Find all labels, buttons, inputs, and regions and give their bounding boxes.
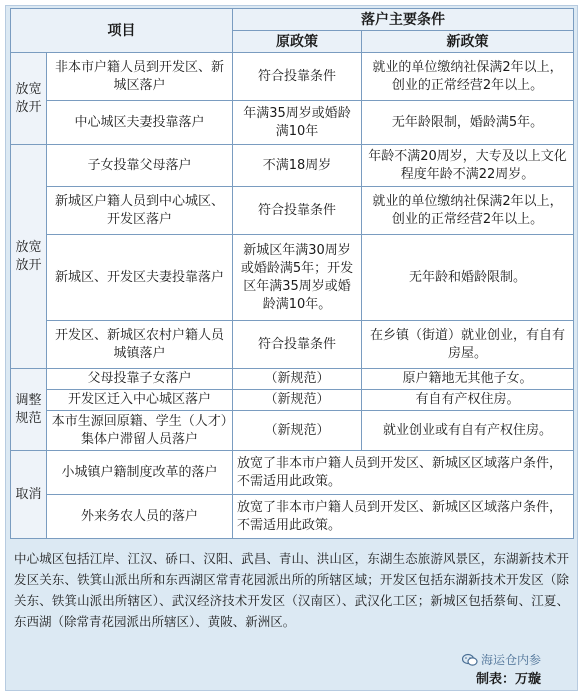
new-policy-cell: 无年龄和婚龄限制。	[362, 235, 574, 321]
header-conditions: 落户主要条件	[233, 9, 574, 31]
wechat-icon	[462, 653, 478, 667]
header-old-policy: 原政策	[233, 31, 362, 53]
new-policy-cell: 就业的单位缴纳社保满2年以上，创业的正常经营2年以上。	[362, 187, 574, 235]
item-cell: 新城区、开发区夫妻投靠落户	[47, 235, 233, 321]
header-new-policy: 新政策	[362, 31, 574, 53]
merged-policy-cell: 放宽了非本市户籍人员到开发区、新城区区域落户条件，不需适用此政策。	[233, 495, 574, 539]
table-row	[11, 235, 574, 321]
new-policy-cell: 原户籍地无其他子女。	[362, 369, 574, 390]
table-row	[11, 390, 574, 411]
table-row	[11, 187, 574, 235]
item-cell: 新城区户籍人员到中心城区、开发区落户	[47, 187, 233, 235]
table-row	[11, 145, 574, 187]
table-row	[11, 53, 574, 101]
category-label: 放宽放开	[11, 145, 47, 369]
old-policy-cell: （新规范）	[233, 390, 362, 411]
category-label: 取消	[11, 451, 47, 539]
new-policy-cell: 年龄不满20周岁，大专及以上文化程度年龄不满22周岁。	[362, 145, 574, 187]
item-cell: 子女投靠父母落户	[47, 145, 233, 187]
merged-policy-cell: 放宽了非本市户籍人员到开发区、新城区区域落户条件，不需适用此政策。	[233, 451, 574, 495]
old-policy-cell: 新城区年满30周岁或婚龄满5年；开发区年满35周岁或婚龄满10年。	[233, 235, 362, 321]
old-policy-cell: 符合投靠条件	[233, 187, 362, 235]
item-cell: 小城镇户籍制度改革的落户	[47, 451, 233, 495]
new-policy-cell: 在乡镇（街道）就业创业，有自有房屋。	[362, 321, 574, 369]
table-row	[11, 451, 574, 495]
item-cell: 中心城区夫妻投靠落户	[47, 101, 233, 145]
old-policy-cell: （新规范）	[233, 411, 362, 451]
category-label: 放宽放开	[11, 53, 47, 145]
table-row	[11, 369, 574, 390]
table-row	[11, 495, 574, 539]
new-policy-cell: 有自有产权住房。	[362, 390, 574, 411]
old-policy-cell: （新规范）	[233, 369, 362, 390]
old-policy-cell: 年满35周岁或婚龄满10年	[233, 101, 362, 145]
item-cell: 父母投靠子女落户	[47, 369, 233, 390]
old-policy-cell: 符合投靠条件	[233, 53, 362, 101]
item-cell: 本市生源回原籍、学生（人才）集体户滞留人员落户	[47, 411, 233, 451]
new-policy-cell: 就业创业或有自有产权住房。	[362, 411, 574, 451]
item-cell: 开发区迁入中心城区落户	[47, 390, 233, 411]
item-cell: 非本市户籍人员到开发区、新城区落户	[47, 53, 233, 101]
table-row	[11, 321, 574, 369]
table-row	[11, 411, 574, 451]
footnote-text: 中心城区包括江岸、江汉、硚口、汉阳、武昌、青山、洪山区，东湖生态旅游风景区，东湖新技术开发区关东、铁箕山派出所和东西湖区常青花园派出所的所辖区域；开发区包括东湖新技术开发区（除关东、铁箕山派出所辖区）、武汉经济技术开发区（汉南区）、武汉化工区；新城区包括蔡甸、江夏、东西湖（除常青花园派出所辖区）、黄陂、新洲区。	[14, 551, 569, 629]
credit-text: 制表：万璇	[476, 672, 542, 687]
item-cell: 外来务农人员的落户	[47, 495, 233, 539]
item-cell: 开发区、新城区农村户籍人员城镇落户	[47, 321, 233, 369]
header-item: 项目	[11, 9, 233, 53]
watermark	[462, 651, 541, 668]
policy-table	[10, 8, 574, 539]
old-policy-cell: 不满18周岁	[233, 145, 362, 187]
new-policy-cell: 就业的单位缴纳社保满2年以上，创业的正常经营2年以上。	[362, 53, 574, 101]
table-row	[11, 101, 574, 145]
watermark-text: 海运仓内参	[481, 653, 542, 667]
old-policy-cell: 符合投靠条件	[233, 321, 362, 369]
new-policy-cell: 无年龄限制，婚龄满5年。	[362, 101, 574, 145]
category-label: 调整规范	[11, 369, 47, 451]
